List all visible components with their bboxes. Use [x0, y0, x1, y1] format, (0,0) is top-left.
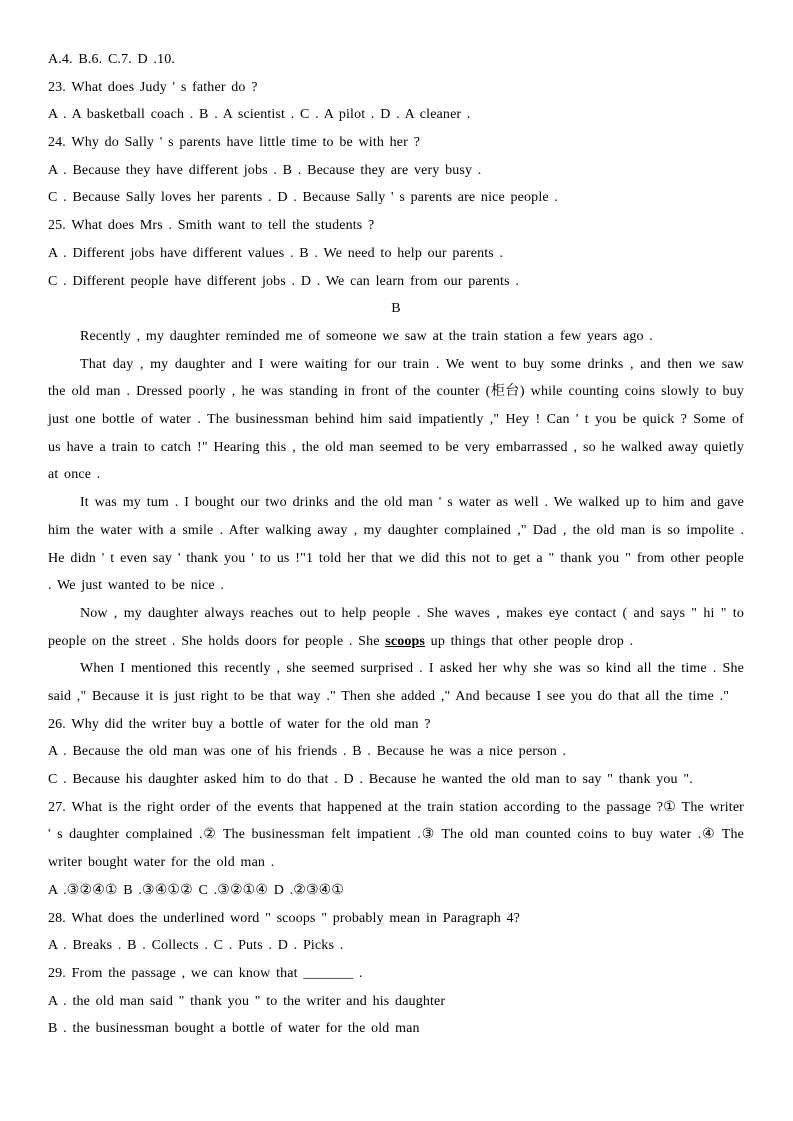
question-26-options-ab: A . Because the old man was one of his friends . B . Because he was a nice person .	[48, 744, 567, 760]
question-25-options-cd: C . Different people have different jobs . D . We can learn from our parents .	[48, 273, 519, 289]
question-23: 23. What does Judy ' s father do ?	[48, 79, 258, 95]
question-26: 26. Why did the writer buy a bottle of water for the old man ?	[48, 716, 431, 732]
question-24-options-ab: A . Because they have different jobs . B . Because they are very busy .	[48, 162, 482, 178]
underlined-word-scoops: scoops	[385, 633, 426, 649]
question-26-options-cd: C . Because his daughter asked him to do that . D . Because he wanted the old man to say " thank you ".	[48, 772, 693, 788]
paragraph-4-text-before: Now , my daughter always reaches out to help people . She waves , makes eye contact ( and says " hi " to people on the street . She holds doors for people . She	[48, 605, 744, 649]
question-29: 29. From the passage , we can know that _______ .	[48, 965, 363, 981]
question-28-options: A . Breaks . B . Collects . C . Puts . D . Picks .	[48, 938, 344, 954]
passage-paragraph-5: When I mentioned this recently , she seemed surprised . I asked her why she was so kind all the time . She said ," Because it is just right to be that way ." Then she added ," And because I see you do that all the time ."	[48, 661, 744, 705]
q22-options: A.4. B.6. C.7. D .10.	[48, 52, 176, 67]
question-28: 28. What does the underlined word " scoops " probably mean in Paragraph 4?	[48, 910, 521, 926]
question-23-options: A . A basketball coach . B . A scientist . C . A pilot . D . A cleaner .	[48, 107, 471, 123]
question-25-options-ab: A . Different jobs have different values . B . We need to help our parents .	[48, 245, 504, 261]
question-25: 25. What does Mrs . Smith want to tell the students ?	[48, 218, 375, 234]
passage-paragraph-2: That day , my daughter and I were waiting for our train . We went to buy some drinks , and then we saw the old man . Dressed poorly , he was standing in front of the counter (柜台) while counting coins slowly to buy just one bottle of water . The businessman behind him said impatiently ," Hey ! Can ' t you be quick ? Some of us have a train to catch !" Hearing this , the old man seemed to be very embarrassed , so he walked away quietly at once .	[48, 356, 744, 483]
passage-paragraph-1: Recently , my daughter reminded me of someone we saw at the train station a few years ago .	[80, 328, 653, 344]
section-b-heading: B	[391, 301, 401, 317]
question-27: 27. What is the right order of the events that happened at the train station according to the passage ?① The writer ' s daughter complained .② The businessman felt impatient .③ The old man counted coins to buy water .④ The writer bought water for the old man .	[48, 799, 744, 871]
question-24-options-cd: C . Because Sally loves her parents . D . Because Sally ' s parents are nice people .	[48, 190, 559, 206]
question-27-options: A .③②④① B .③④①② C .③②①④ D .②③④①	[48, 882, 345, 898]
question-24: 24. Why do Sally ' s parents have little time to be with her ?	[48, 135, 420, 151]
passage-paragraph-4	[48, 600, 744, 655]
question-29-option-a: A . the old man said " thank you " to the writer and his daughter	[48, 993, 446, 1009]
passage-paragraph-3: It was my tum . I bought our two drinks and the old man ' s water as well . We walked up to him and gave him the water with a smile . After walking away , my daughter complained ," Dad , the old man is so impolite . He didn ' t even say ' thank you ' to us !"1 told her that we did this not to get a " thank you " from other people . We just wanted to be nice .	[48, 495, 744, 594]
paragraph-4-text-after: up things that other people drop .	[425, 633, 634, 649]
exam-page	[48, 46, 744, 1043]
question-29-option-b: B . the businessman bought a bottle of water for the old man	[48, 1021, 420, 1037]
